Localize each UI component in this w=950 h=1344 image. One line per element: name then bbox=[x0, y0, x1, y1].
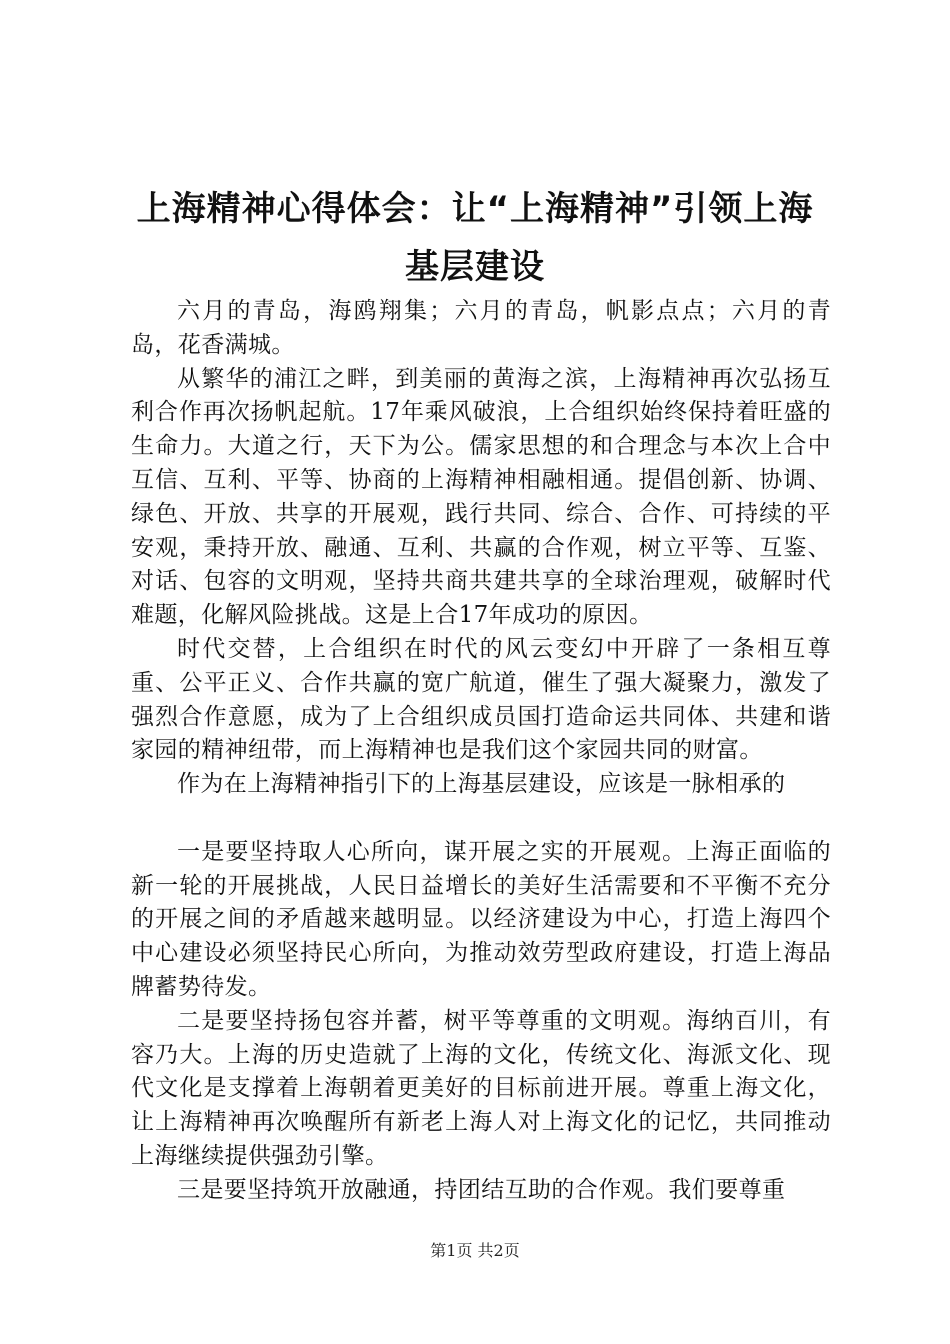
paragraph: 二是要坚持扬包容并蓄，树平等尊重的文明观。海纳百川，有容乃大。上海的历史造就了上海的文化，传统文化、海派文化、现代文化是支撑着上海朝着更美好的目标前进开展。尊重上海文化，让上海精神再次唤醒所有新老上海人对上海文化的记忆，共同推动上海继续提供强劲引擎。 bbox=[131, 1007, 831, 1169]
document-body bbox=[131, 295, 831, 1208]
paragraph: 从繁华的浦江之畔，到美丽的黄海之滨，上海精神再次弘扬互利合作再次扬帆起航。17年乘风破浪，上合组织始终保持着旺盛的生命力。大道之行，天下为公。儒家思想的和合理念与本次上合中互信、互利、平等、协商的上海精神相融相通。提倡创新、协调、绿色、开放、共享的开展观，践行共同、综合、合作、可持续的平安观，秉持开放、融通、互利、共赢的合作观，树立平等、互鉴、对话、包容的文明观，坚持共商共建共享的全球治理观，破解时代难题，化解风险挑战。这是上合17年成功的原因。 bbox=[131, 365, 831, 629]
page-footer: 第1页 共2页 bbox=[430, 1241, 520, 1260]
paragraph: 时代交替，上合组织在时代的风云变幻中开辟了一条相互尊重、公平正义、合作共赢的宽广航道，催生了强大凝聚力，激发了强烈合作意愿，成为了上合组织成员国打造命运共同体、共建和谐家园的精神纽带，而上海精神也是我们这个家园共同的财富。 bbox=[131, 635, 831, 764]
paragraph: 一是要坚持取人心所向，谋开展之实的开展观。上海正面临的新一轮的开展挑战，人民日益增长的美好生活需要和不平衡不充分的开展之间的矛盾越来越明显。以经济建设为中心，打造上海四个中心建设必须坚持民心所向，为推动效劳型政府建设，打造上海品牌蓄势待发。 bbox=[131, 838, 831, 1000]
paragraph: 三是要坚持筑开放融通，持团结互助的合作观。我们要尊重 bbox=[177, 1176, 786, 1203]
paragraph: 作为在上海精神指引下的上海基层建设，应该是一脉相承的 bbox=[177, 771, 786, 798]
paragraph: 六月的青岛，海鸥翔集；六月的青岛，帆影点点；六月的青岛，花香满城。 bbox=[131, 298, 831, 358]
document-title: 上海精神心得体会：让“上海精神”引领上海基层建设 bbox=[136, 189, 814, 287]
